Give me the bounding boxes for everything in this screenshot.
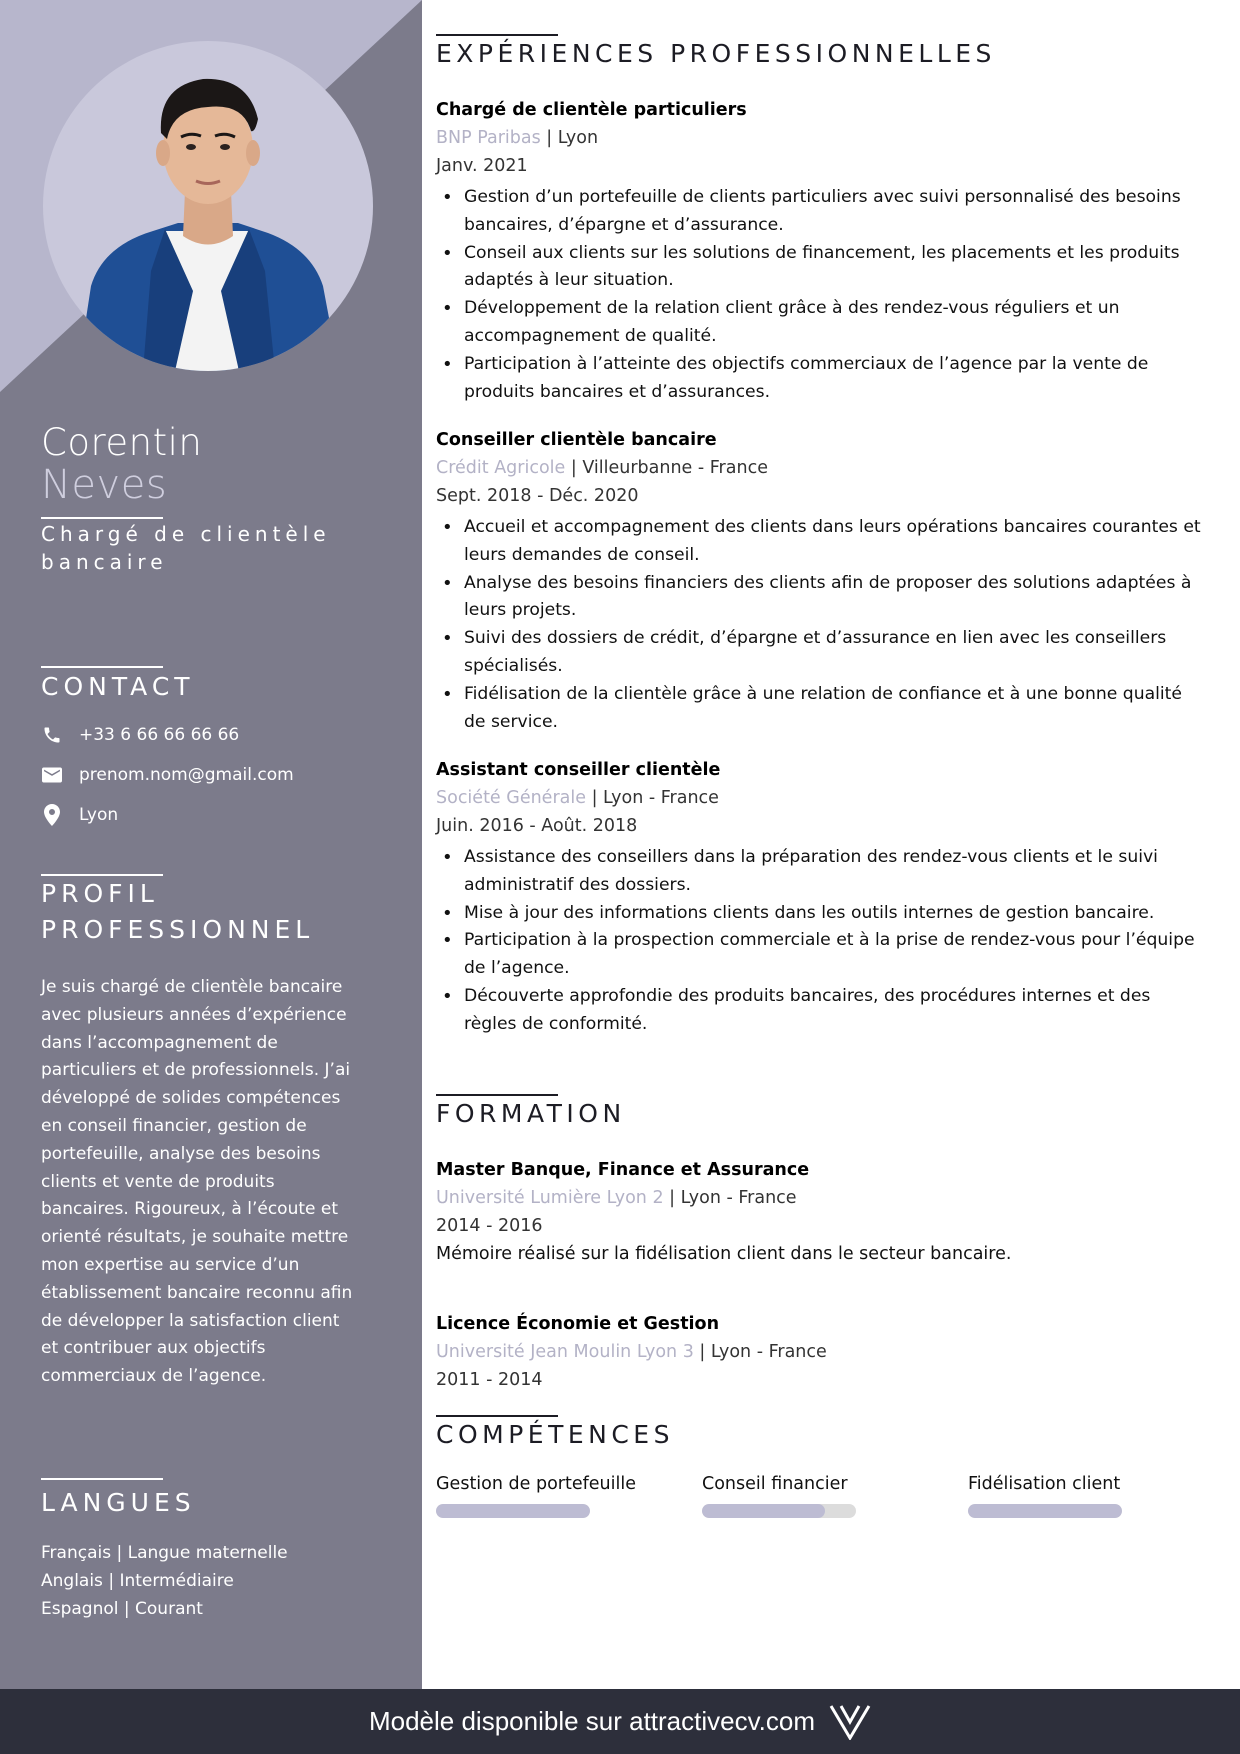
bullet-item: • Développement de la relation client grâce à des rendez-vous réguliers et un accompagnement de qualité. [436,295,1206,351]
job-place: | Lyon [540,128,599,148]
job-title: Chargé de clientèle particuliers [436,100,747,120]
company-name: BNP Paribas [436,128,541,148]
job-bullets [436,844,1206,1039]
experiences-divider [436,34,558,36]
bullet-item: • Fidélisation de la clientèle grâce à une relation de confiance et à une bonne qualité de service. [436,681,1206,737]
langue-item: Anglais | Intermédiaire [41,1571,234,1591]
bullet-item: • Mise à jour des informations clients dans les outils internes de gestion bancaire. [436,900,1206,928]
email-address: prenom.nom@gmail.com [79,765,294,785]
job-company-line [436,126,598,150]
langues-list [41,1539,288,1623]
school-line [436,1186,797,1210]
job-dates: Sept. 2018 - Déc. 2020 [436,486,639,506]
bullet-item: • Participation à la prospection commerciale et à la prise de rendez-vous pour l’équipe de l’agence. [436,927,1206,983]
contact-location [41,803,118,827]
company-name: Crédit Agricole [436,458,566,478]
degree-title: Licence Économie et Gestion [436,1314,720,1334]
skill-item [968,1472,1208,1518]
job-place: | Lyon - France [586,788,719,808]
degree-dates: 2011 - 2014 [436,1370,543,1390]
skill-item [436,1472,676,1518]
bullet-item: • Suivi des dossiers de crédit, d’épargne et d’assurance en lien avec les conseillers spécialisés. [436,625,1206,681]
contact-divider [41,666,163,668]
skill-item [702,1472,942,1518]
formation-divider [436,1094,558,1096]
job-title: Conseiller clientèle bancaire [436,430,717,450]
phone-number: +33 6 66 66 66 66 [79,725,240,745]
job-bullets [436,514,1206,736]
school-place: | Lyon - France [663,1188,797,1208]
langues-divider [41,1478,163,1480]
skill-bar [436,1504,590,1518]
degree-dates: 2014 - 2016 [436,1216,543,1236]
skill-label: Gestion de portefeuille [436,1474,636,1494]
location-pin-icon [41,804,63,826]
footer-banner [0,1689,1240,1754]
bullet-item: • Conseil aux clients sur les solutions de financement, les placements et les produits adaptés à leur situation. [436,240,1206,296]
competences-divider [436,1415,558,1417]
contact-email[interactable] [41,763,294,787]
profile-summary: Je suis chargé de clientèle bancaire avec plusieurs années d’expérience dans l’accompagnement de particuliers et de professionnels. J’ai développé de solides compétences en conseil financier, gestion de portefeuille, analyse des besoins clients et vente de produits bancaires. Rigoureux, à l’écoute et orienté résultats, je souhaite mettre mon expertise au service d’un établissement bancaire reconnu afin de développer la satisfaction client et contribuer aux objectifs commerciaux de l’agence. [41,977,353,1387]
langue-item: Espagnol | Courant [41,1599,203,1619]
email-icon [41,764,63,786]
skill-bar [968,1504,1122,1518]
first-name: Corentin [41,421,203,464]
phone-icon [41,724,63,746]
school-place: | Lyon - France [693,1342,827,1362]
school-name: Université Jean Moulin Lyon 3 [436,1342,694,1362]
bullet-item: • Analyse des besoins financiers des clients afin de proposer des solutions adaptées à leurs projets. [436,570,1206,626]
school-name: Université Lumière Lyon 2 [436,1188,664,1208]
bullet-item: • Gestion d’un portefeuille de clients particuliers avec suivi personnalisé des besoins bancaires, d’épargne et d’assurance. [436,184,1206,240]
skill-fill [702,1504,825,1518]
attractivecv-logo-icon [829,1704,871,1740]
langue-item: Français | Langue maternelle [41,1543,288,1563]
formation-heading: FORMATION [436,1099,626,1128]
skill-fill [436,1504,590,1518]
job-company-line [436,786,719,810]
job-dates: Juin. 2016 - Août. 2018 [436,816,638,836]
job-place: | Villeurbanne - France [565,458,768,478]
skill-label: Conseil financier [702,1474,848,1494]
skill-fill [968,1504,1122,1518]
sidebar [0,0,422,1689]
bullet-item: • Participation à l’atteinte des objectifs commerciaux de l’agence par la vente de produits bancaires et d’assurances. [436,351,1206,407]
experiences-heading: EXPÉRIENCES PROFESSIONNELLES [436,39,996,68]
degree-description: Mémoire réalisé sur la fidélisation client dans le secteur bancaire. [436,1244,1012,1264]
contact-heading: CONTACT [41,672,195,701]
job-bullets [436,184,1206,406]
bullet-item: • Accueil et accompagnement des clients dans leurs opérations bancaires courantes et leurs demandes de conseil. [436,514,1206,570]
competences-heading: COMPÉTENCES [436,1420,674,1449]
contact-phone[interactable] [41,723,239,747]
job-company-line [436,456,768,480]
profile-photo [43,41,373,371]
location-text: Lyon [79,805,119,825]
profile-heading [41,876,314,948]
last-name: Neves [41,462,168,508]
school-line [436,1340,827,1364]
langues-heading: LANGUES [41,1488,196,1517]
job-title: Chargé de clientèle bancaire [41,522,331,574]
company-name: Société Générale [436,788,586,808]
profile-heading-line2: PROFESSIONNEL [41,915,315,944]
job-dates: Janv. 2021 [436,156,528,176]
profile-heading-line1: PROFIL [41,879,159,908]
title-divider [41,517,163,519]
person-illustration [43,41,373,371]
skill-bar [702,1504,856,1518]
bullet-item: • Découverte approfondie des produits bancaires, des procédures internes et des règles de conformité. [436,983,1206,1039]
skill-label: Fidélisation client [968,1474,1121,1494]
footer-text[interactable]: Modèle disponible sur attractivecv.com [368,1706,816,1736]
degree-title: Master Banque, Finance et Assurance [436,1160,810,1180]
bullet-item: • Assistance des conseillers dans la préparation des rendez-vous clients et le suivi administratif des dossiers. [436,844,1206,900]
job-title: Assistant conseiller clientèle [436,760,721,780]
